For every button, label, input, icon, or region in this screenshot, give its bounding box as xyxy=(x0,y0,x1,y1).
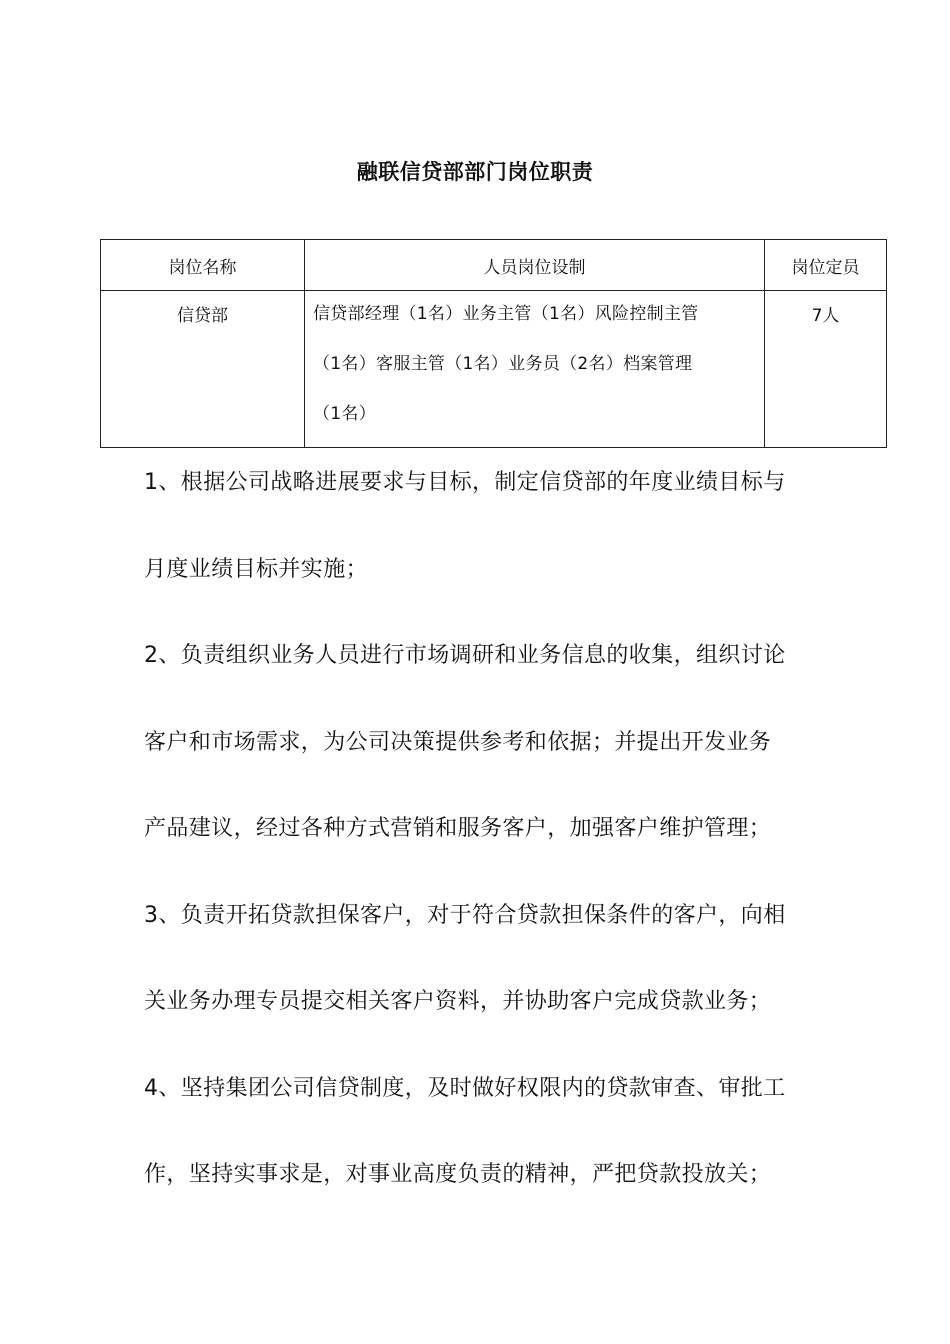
headcount-text: 7人 xyxy=(811,306,840,326)
duty-line: 3、负责开拓贷款担保客户，对于符合贷款担保条件的客户，向相 xyxy=(144,902,786,928)
header-staffing: 人员岗位设制 xyxy=(305,240,765,291)
duty-line: 月度业绩目标并实施； xyxy=(144,556,369,582)
duty-line: 客户和市场需求，为公司决策提供参考和依据；并提出开发业务 xyxy=(144,729,772,755)
staffing-line: （1名）客服主管（1名）业务员（2名）档案管理 xyxy=(313,354,693,374)
duty-line: 作，坚持实事求是，对事业高度负责的精神，严把贷款投放关； xyxy=(144,1162,772,1187)
duty-line: 2、负责组织业务人员进行市场调研和业务信息的收集，组织讨论 xyxy=(144,643,786,668)
staffing-line: （1名） xyxy=(313,404,377,424)
cell-staffing xyxy=(305,291,765,448)
cell-headcount xyxy=(765,291,887,448)
document-title: 融联信贷部部门岗位职责 xyxy=(356,160,594,184)
table-row xyxy=(101,291,887,448)
header-headcount: 岗位定员 xyxy=(765,240,887,291)
staffing-table xyxy=(100,239,887,448)
cell-position-name xyxy=(101,291,305,448)
staffing-text xyxy=(305,277,764,447)
duty-line: 1、根据公司战略进展要求与目标，制定信贷部的年度业绩目标与 xyxy=(144,470,786,495)
duty-line: 4、坚持集团公司信贷制度，及时做好权限内的贷款审查、审批工 xyxy=(144,1075,786,1101)
duty-line: 关业务办理专员提交相关客户资料，并协助客户完成贷款业务； xyxy=(144,989,772,1014)
staffing-line: 信贷部经理（1名）业务主管（1名）风险控制主管 xyxy=(313,304,699,324)
duty-line: 产品建议，经过各种方式营销和服务客户，加强客户维护管理； xyxy=(144,816,772,841)
position-name-text: 信贷部 xyxy=(177,306,228,326)
duties-body xyxy=(144,440,814,1219)
header-position-name: 岗位名称 xyxy=(101,240,305,291)
